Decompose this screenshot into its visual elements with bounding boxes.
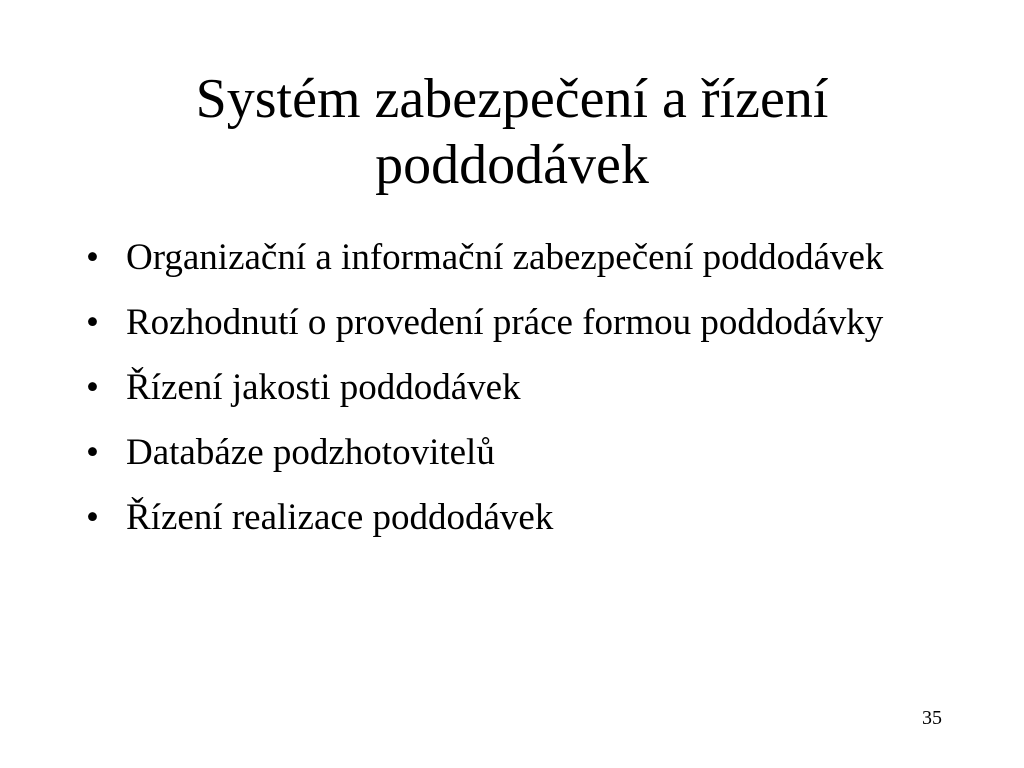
bullet-item [86,427,946,479]
bullet-icon: • [86,367,99,408]
bullet-text: Databáze podzhotovitelů [126,432,495,473]
bullet-item [86,362,946,414]
bullet-item [86,492,946,544]
bullet-text: Rozhodnutí o provedení práce formou poddodávky [126,302,884,343]
bullet-icon: • [86,237,99,278]
slide-title-line-1: Systém zabezpečení a řízení [195,68,829,130]
bullet-text: Řízení jakosti poddodávek [126,367,521,408]
bullet-icon: • [86,497,99,538]
page-number: 35 [922,707,942,729]
bullet-icon: • [86,432,99,473]
slide-title-line-2: poddodávek [375,134,649,196]
bullet-list [86,232,946,557]
slide-title [60,66,964,198]
bullet-text: Organizační a informační zabezpečení poddodávek [126,237,884,278]
bullet-icon: • [86,302,99,343]
bullet-item [86,232,946,284]
bullet-item [86,297,946,349]
bullet-text: Řízení realizace poddodávek [126,497,554,538]
